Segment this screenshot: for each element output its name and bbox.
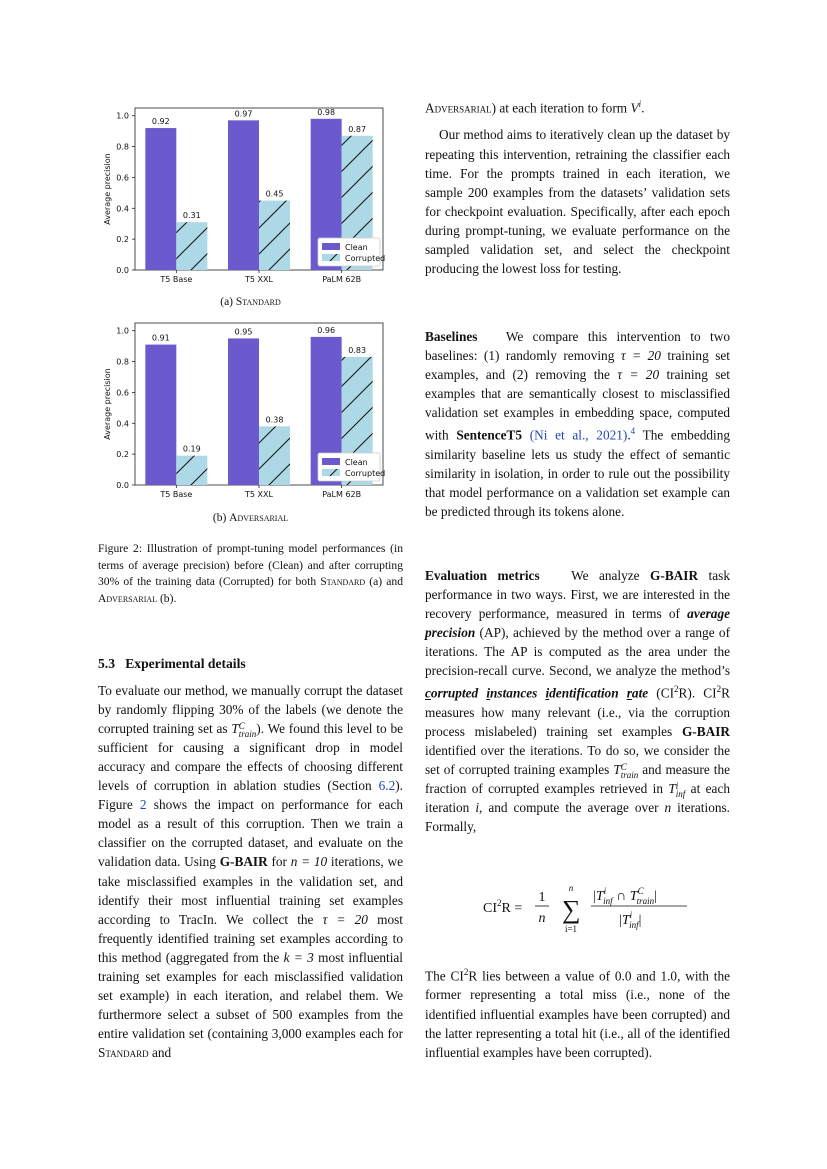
- eq-sum-icon: ∑: [562, 895, 581, 924]
- text-run: most frequently identified training set examples according to this method (aggregated from the: [98, 911, 403, 965]
- ci2r-range-paragraph: [425, 963, 730, 1062]
- method-paragraph: Our method aims to iteratively clean up the dataset by repeating this intervention, retraining the classifier each time. For the prompts trained in each iteration, we sample 200 examples from the datasets’ validation sets for checkpoint evaluation. Specifically, after each epoch during prompt-tuning, we evaluate performance on the sampled validation set, and select the checkpoint producing the lowest loss for testing.: [425, 127, 730, 276]
- text-run: for: [267, 854, 291, 870]
- ci2r-term: [425, 686, 648, 701]
- bar-value-label: 0.83: [348, 345, 367, 355]
- caption-text: Figure 2: Illustration of prompt-tuning model performances (in terms of average precision) before (Clean) and after corrupting 30% of the training data (Corrupted) for both: [98, 542, 403, 589]
- bar-clean: [228, 120, 259, 270]
- y-tick-label: 1.0: [116, 111, 129, 121]
- text-run: , and compute the average over: [479, 799, 665, 815]
- ap-term: average precision: [425, 606, 730, 641]
- y-tick-label: 0.8: [116, 357, 129, 367]
- text-run: most influential training set examples for each misclassified validation set example) in each iteration, and relabel them. We furthermore select a subset of 500 examples from the entire validation set (containing 3,000 examples each for: [98, 949, 404, 1041]
- ci2r-word: dentification: [549, 685, 627, 701]
- y-tick-label: 0.4: [116, 419, 129, 429]
- ci2r-equation: [425, 876, 730, 945]
- ci2r-word: nstances: [490, 685, 546, 701]
- sentencet5-term: SentenceT5: [456, 427, 523, 443]
- text-run: ) at each iteration to form: [491, 100, 631, 116]
- ci2r-letter: i: [545, 685, 550, 701]
- y-tick-label: 0.0: [116, 481, 129, 490]
- eq-denominator: $|T^i$ inf|: [619, 910, 642, 930]
- x-tick-label: T5 XXL: [245, 275, 273, 284]
- text-run: training set examples, and (2) removing the: [425, 348, 730, 383]
- text-run: (AP), achieved by the method over a range of iterations. The AP is computed as the area under the precision-recall curve. Second, we analyze the method’s: [425, 625, 730, 679]
- x-tick-label: T5 Base: [160, 490, 193, 499]
- superscript-2: 2: [674, 684, 679, 695]
- footnote-link[interactable]: 4: [630, 426, 636, 437]
- text-run: shows the impact on performance for each model as a result of this corruption. Then we train a classifier on the corrupted dataset, and evaluate on the validation data. Using: [98, 797, 403, 870]
- legend-label: Corrupted: [345, 469, 386, 478]
- text-run: and measure the fraction of corrupted examples retrieved in: [425, 761, 730, 796]
- metrics-heading: Evaluation metrics: [425, 568, 540, 583]
- y-tick-label: 0.2: [116, 450, 129, 460]
- math-tau-2: τ = 20: [617, 367, 660, 383]
- math-t-inf-i: T i inf: [668, 780, 686, 799]
- metrics-paragraph: [425, 566, 730, 836]
- bar-corrupted: [259, 201, 290, 270]
- text-run: To evaluate our method, we manually corrupt the dataset by randomly flipping 30% of the labels (we denote the corrupted training set as: [98, 683, 403, 737]
- math-t-train-c: T C train: [231, 721, 257, 740]
- equation-graphic: [425, 876, 730, 940]
- bar-value-label: 0.19: [182, 444, 201, 454]
- chart-adversarial: [98, 318, 403, 508]
- ci2r-letter: c: [425, 685, 431, 701]
- subcaption-a: [98, 296, 403, 308]
- left-column: [98, 654, 403, 1062]
- bar-value-label: 0.45: [265, 189, 284, 199]
- text-run: task performance in two ways. First, we are interested in the recovery performance, measured in terms of: [425, 568, 730, 622]
- text-run: R measures how many relevant (i.e., via the corruption process mislabeled) training set examples: [425, 685, 730, 739]
- text-run: ). We found this level to be sufficient for causing a significant drop in model accuracy and compare the effects of choosing different levels of corruption in ablation studies (Section: [98, 721, 403, 794]
- chart-standard: [98, 103, 403, 293]
- bar-chart-adversarial: [98, 318, 403, 508]
- y-tick-label: 0.2: [116, 235, 129, 245]
- x-tick-label: PaLM 62B: [322, 275, 362, 284]
- legend-label: Clean: [345, 243, 368, 252]
- text-run: training set examples that are semantically closest to misclassified validation set examples in embedding space, computed with: [425, 367, 730, 443]
- y-tick-label: 0.6: [116, 388, 129, 398]
- y-tick-label: 0.0: [116, 266, 129, 275]
- right-column-top: [425, 95, 730, 278]
- eq-sum-upper: n: [568, 883, 574, 893]
- bar-value-label: 0.38: [265, 415, 284, 425]
- section-ref-link[interactable]: 6.2: [378, 778, 396, 794]
- experimental-details-paragraph: [98, 681, 403, 1062]
- standard-term: Standard: [98, 1044, 149, 1060]
- ci2r-word: orrupted: [430, 685, 487, 701]
- legend-label: Corrupted: [345, 254, 386, 263]
- method-name: G-BAIR: [650, 568, 699, 583]
- y-tick-label: 0.4: [116, 204, 129, 214]
- ci2r-word: ate: [631, 685, 649, 701]
- eq-lhs: $CI^2R$ =: [483, 898, 523, 916]
- section-heading: [98, 654, 403, 673]
- math-v-sup: i: [638, 99, 642, 109]
- caption-adversarial: Adversarial: [98, 591, 158, 605]
- text-run: R lies between a value of 0.0 and 1.0, with the former representing a total miss (i.e., none of the identified influential examples have been corrupted) and the latter representing a total hit (i.e., all of the identified influential examples have been corrupted).: [425, 968, 730, 1060]
- y-tick-label: 1.0: [116, 326, 129, 336]
- y-tick-label: 0.6: [116, 173, 129, 183]
- superscript-2: 2: [716, 684, 722, 695]
- text-run: ). Figure: [98, 778, 403, 813]
- x-tick-label: T5 XXL: [245, 490, 273, 499]
- eq-sum-lower: i=1: [564, 924, 578, 934]
- bar-clean: [228, 338, 259, 485]
- baselines-heading: Baselines: [425, 329, 478, 344]
- bar-clean: [145, 345, 176, 485]
- method-name: G-BAIR: [219, 854, 268, 870]
- eq-numerator: $|T^i$ inf ∩ $T^C$ train|: [593, 886, 657, 906]
- section-number: 5.3: [98, 656, 115, 671]
- bar-value-label: 0.97: [234, 109, 253, 119]
- x-tick-label: PaLM 62B: [322, 490, 362, 499]
- legend-swatch-clean: [322, 243, 340, 250]
- text-run: iterations, we take misclassified examples in the validation set, and identify their most influential training set examples according to TracIn. We collect the: [98, 854, 403, 927]
- adversarial-term: Adversarial: [425, 100, 492, 116]
- bar-corrupted: [176, 222, 207, 270]
- citation-link[interactable]: (Ni et al., 2021): [529, 427, 628, 443]
- text-run: We analyze: [571, 568, 651, 583]
- bar-clean: [145, 128, 176, 270]
- bar-chart-standard: [98, 103, 403, 293]
- math-v: V: [630, 100, 639, 116]
- subcaption-b-name: Adversarial: [229, 512, 289, 524]
- continuation-line: [425, 95, 730, 117]
- text-run: R). CI: [678, 685, 717, 701]
- figure-ref-link[interactable]: 2: [139, 797, 147, 813]
- caption-end: (b).: [157, 591, 177, 605]
- bar-value-label: 0.96: [317, 325, 336, 335]
- baselines-paragraph: Baselines We compare this intervention to two baselines: (1) randomly removing τ = 20 training set examples, and (2) removing the τ = 20 training set examples that are semantically closest to misclassified validation set examples in embedding space, computed with SentenceT5 (Ni et al., 2021).$^4$ The embedding similarity baseline lets us study the effect of semantic similarity in isolation, in order to rule out the possibility that model performance on a validation set example can be predicted through its tokens alone.: [425, 329, 731, 519]
- caption-mid: (a) and: [365, 575, 403, 589]
- ci2r-letter: r: [626, 685, 632, 701]
- y-axis-label: Average precision: [103, 153, 112, 225]
- bar-value-label: 0.87: [348, 124, 367, 134]
- legend-swatch-clean: [322, 458, 340, 465]
- bar-corrupted: [259, 426, 290, 485]
- math-i: i: [475, 799, 480, 815]
- bar-value-label: 0.91: [151, 333, 170, 343]
- method-name: G-BAIR: [681, 723, 730, 739]
- eq-one: 1: [538, 890, 546, 905]
- ci2r-letter: i: [486, 685, 491, 701]
- bar-value-label: 0.31: [182, 211, 201, 221]
- subcaption-b-label: (b): [212, 512, 230, 524]
- text-run: and: [148, 1044, 172, 1060]
- text-run: The embedding similarity baseline lets us study the effect of semantic similarity in isolation, in order to rule out the possibility that model performance on a validation set example can be predicted through its tokens alone.: [425, 427, 731, 519]
- math-n: n: [664, 799, 672, 815]
- subcaption-a-name: Standard: [235, 296, 281, 308]
- eq-n: n: [538, 911, 546, 926]
- legend-label: Clean: [345, 458, 368, 467]
- x-tick-label: T5 Base: [160, 275, 193, 284]
- text-run: (CI: [648, 685, 675, 701]
- superscript-2: 2: [463, 967, 469, 977]
- bar-corrupted: [176, 456, 207, 485]
- figure-caption: [98, 541, 403, 607]
- math-tau: τ = 20: [322, 911, 368, 927]
- text-run: We compare this intervention to two baselines: (1) randomly removing: [425, 329, 730, 364]
- legend-swatch-corrupted: [322, 254, 340, 261]
- text-run: identified over the iterations. To do so, we consider the set of corrupted training examples: [425, 742, 730, 777]
- legend-swatch-corrupted: [322, 469, 340, 476]
- bar-value-label: 0.98: [317, 107, 336, 117]
- text-run: .: [641, 100, 645, 116]
- y-axis-label: Average precision: [103, 368, 112, 440]
- math-t-train-c: T C train: [613, 761, 639, 780]
- text-run: The CI: [425, 968, 464, 984]
- section-title: Experimental details: [125, 656, 246, 671]
- bar-value-label: 0.95: [234, 327, 253, 337]
- math-tau-1: τ = 20: [620, 348, 661, 364]
- subcaption-b: [98, 512, 403, 524]
- bar-value-label: 0.92: [151, 117, 170, 127]
- text-run: iterations. Formally,: [425, 799, 730, 835]
- math-n: n = 10: [290, 854, 328, 870]
- subcaption-a-label: (a): [220, 296, 236, 308]
- math-k: k = 3: [283, 949, 314, 965]
- y-tick-label: 0.8: [116, 142, 129, 152]
- text-run: at each iteration: [425, 780, 730, 815]
- caption-standard: Standard: [320, 575, 366, 589]
